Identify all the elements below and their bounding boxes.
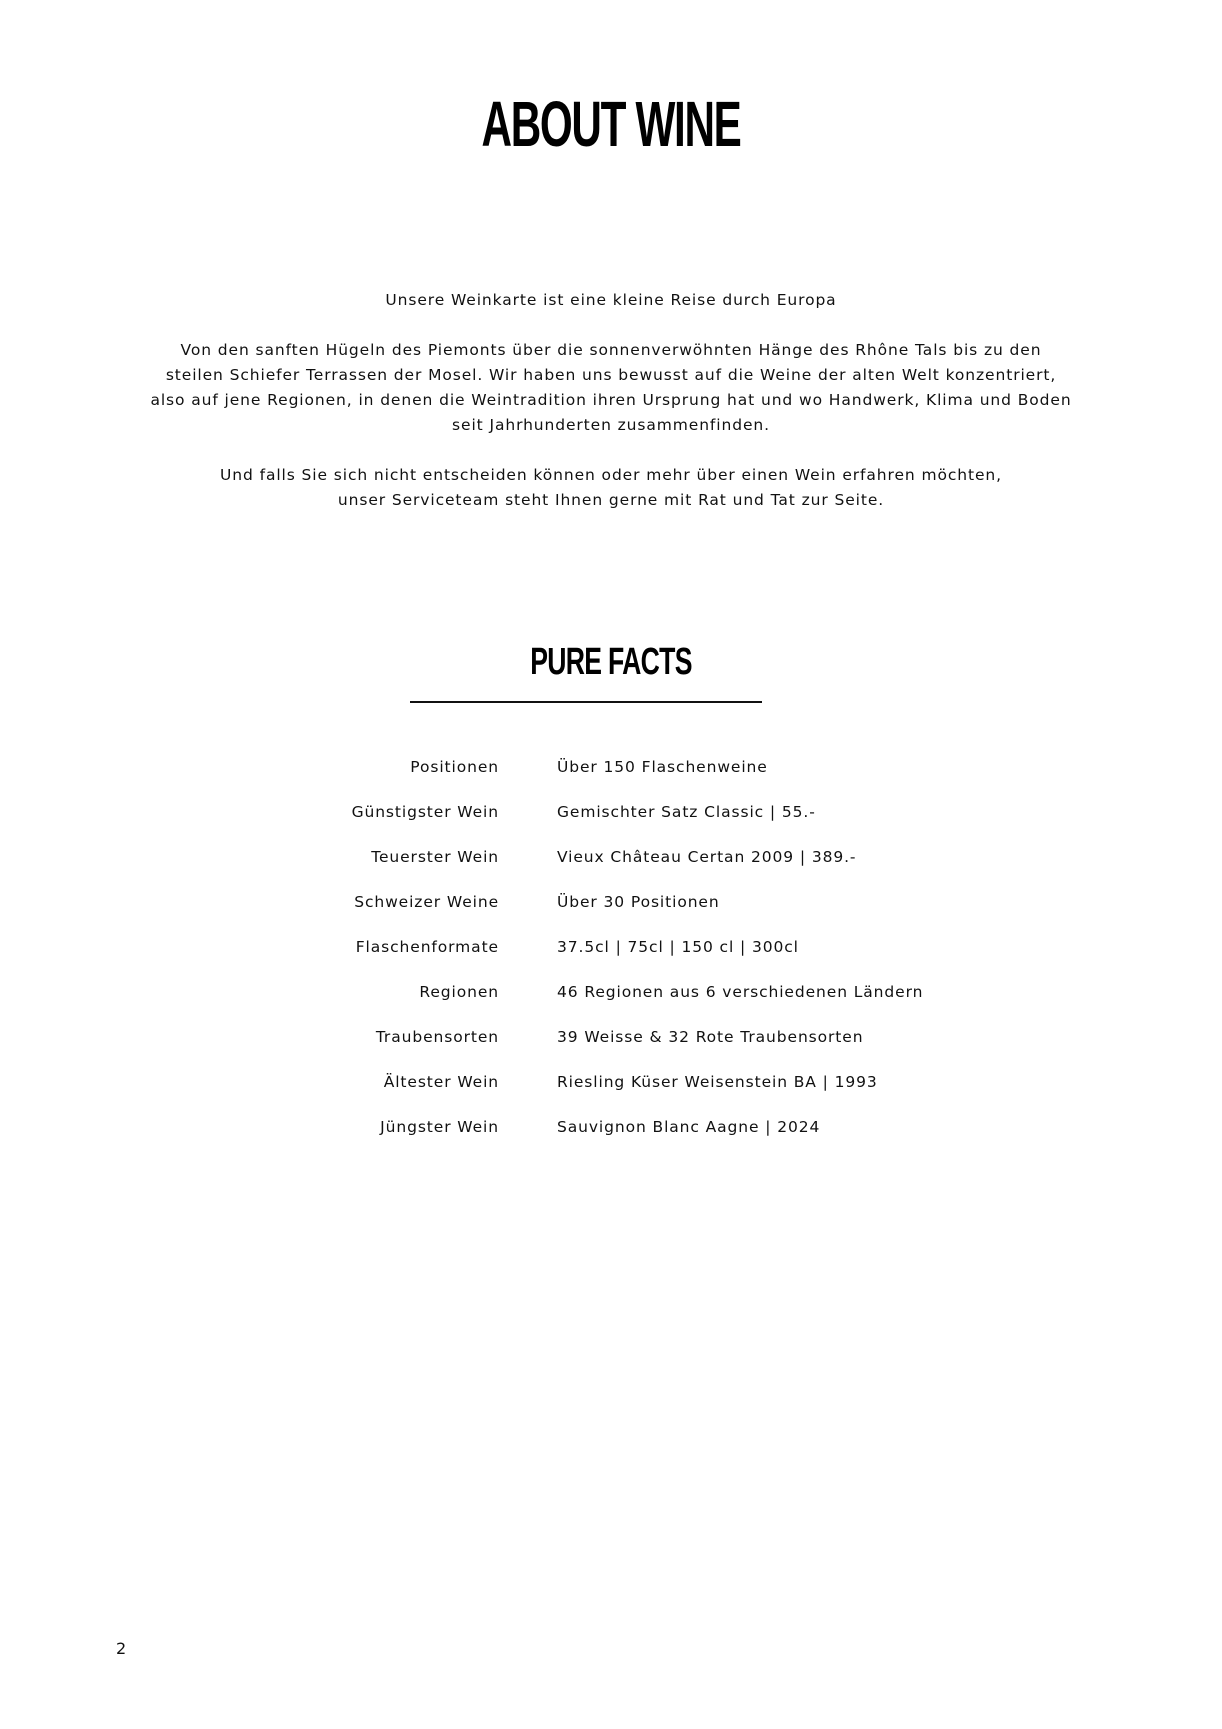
fact-value: Sauvignon Blanc Aagne | 2024 bbox=[557, 1118, 821, 1136]
fact-row bbox=[0, 892, 1222, 937]
intro-heading-line: Unsere Weinkarte ist eine kleine Reise durch Europa bbox=[385, 291, 837, 309]
intro-paragraph-1 bbox=[0, 338, 1222, 438]
fact-row bbox=[0, 757, 1222, 802]
facts-divider bbox=[410, 701, 762, 703]
fact-label: Regionen bbox=[419, 983, 499, 1001]
page-title: ABOUT WINE bbox=[481, 88, 741, 160]
intro-paragraph-2 bbox=[0, 463, 1222, 513]
intro-text bbox=[0, 288, 1222, 538]
facts-title: PURE FACTS bbox=[530, 641, 692, 683]
fact-label: Teuerster Wein bbox=[371, 848, 499, 866]
fact-value: Über 150 Flaschenweine bbox=[557, 758, 768, 776]
fact-label: Traubensorten bbox=[375, 1028, 499, 1046]
fact-row bbox=[0, 802, 1222, 847]
fact-row bbox=[0, 1072, 1222, 1117]
fact-label: Schweizer Weine bbox=[354, 893, 499, 911]
fact-label: Positionen bbox=[410, 758, 499, 776]
intro-paragraph-1-line: also auf jene Regionen, in denen die Weintradition ihren Ursprung hat und wo Handwerk, Klima und Boden bbox=[150, 391, 1072, 409]
fact-row bbox=[0, 847, 1222, 892]
fact-label: Ältester Wein bbox=[383, 1073, 499, 1091]
fact-label: Jüngster Wein bbox=[380, 1118, 499, 1136]
intro-paragraph-1-line: steilen Schiefer Terrassen der Mosel. Wir haben uns bewusst auf die Weine der alten Welt konzentriert, bbox=[165, 366, 1057, 384]
fact-value: Gemischter Satz Classic | 55.- bbox=[557, 803, 816, 821]
fact-row bbox=[0, 1027, 1222, 1072]
intro-heading bbox=[0, 288, 1222, 313]
fact-value: Über 30 Positionen bbox=[557, 893, 720, 911]
intro-paragraph-1-line: Von den sanften Hügeln des Piemonts über die sonnenverwöhnten Hänge des Rhône Tals bis zu den bbox=[180, 341, 1042, 359]
intro-paragraph-2-line: unser Serviceteam steht Ihnen gerne mit Rat und Tat zur Seite. bbox=[337, 491, 885, 509]
fact-value: 37.5cl | 75cl | 150 cl | 300cl bbox=[557, 938, 799, 956]
fact-value: 39 Weisse & 32 Rote Traubensorten bbox=[557, 1028, 864, 1046]
fact-label: Günstigster Wein bbox=[351, 803, 499, 821]
fact-row bbox=[0, 982, 1222, 1027]
facts-list bbox=[0, 757, 1222, 1162]
fact-value: Vieux Château Certan 2009 | 389.- bbox=[557, 848, 857, 866]
fact-label: Flaschenformate bbox=[355, 938, 499, 956]
page-number: 2 bbox=[116, 1639, 127, 1658]
fact-value: Riesling Küser Weisenstein BA | 1993 bbox=[557, 1073, 878, 1091]
fact-value: 46 Regionen aus 6 verschiedenen Ländern bbox=[557, 983, 924, 1001]
fact-row bbox=[0, 937, 1222, 982]
intro-paragraph-2-line: Und falls Sie sich nicht entscheiden können oder mehr über einen Wein erfahren möchten, bbox=[220, 466, 1002, 484]
intro-paragraph-1-line: seit Jahrhunderten zusammenfinden. bbox=[452, 416, 770, 434]
fact-row bbox=[0, 1117, 1222, 1162]
